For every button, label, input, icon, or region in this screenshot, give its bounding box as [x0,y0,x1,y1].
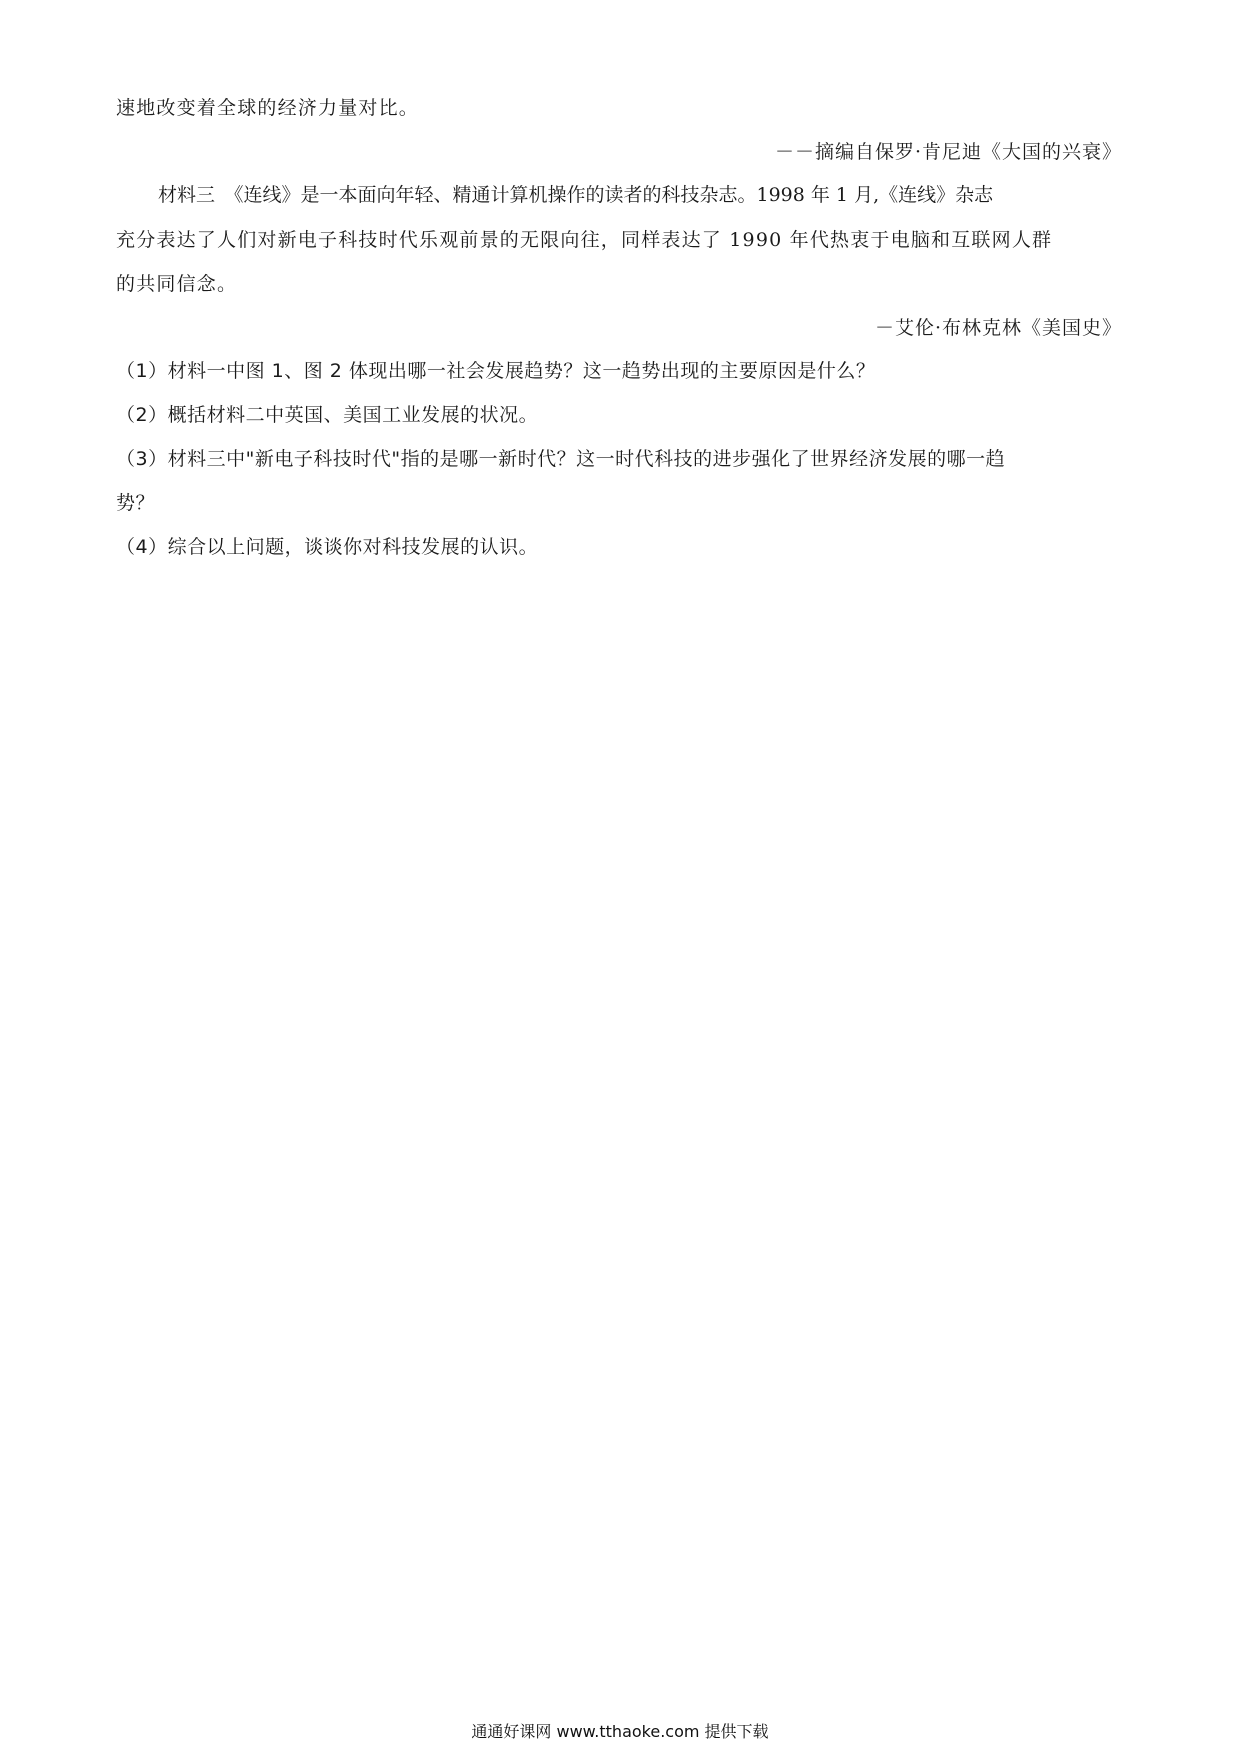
material-3-line-1: 材料三 《连线》是一本面向年轻、精通计算机操作的读者的科技杂志。1998 年 1 月,《连线》杂志 [158,184,994,206]
material-2-source: －－摘编自保罗·肯尼迪《大国的兴衰》 [774,141,1122,163]
question-2: （2）概括材料二中英国、美国工业发展的状况。 [116,404,539,426]
material-3-line-2: 充分表达了人们对新电子科技时代乐观前景的无限向往，同样表达了 1990 年代热衷于电脑和互联网人群 [116,229,1053,251]
material-3-line-3: 的共同信念。 [116,273,238,295]
question-1: （1）材料一中图 1、图 2 体现出哪一社会发展趋势？这一趋势出现的主要原因是什么？ [116,360,876,382]
material-2-continuation-line: 速地改变着全球的经济力量对比。 [116,97,420,119]
footer-download-note: 通通好课网 www.tthaoke.com 提供下载 [471,1722,769,1741]
material-3-source: －艾伦·布林克林《美国史》 [874,317,1122,339]
question-3: （3）材料三中"新电子科技时代"指的是哪一新时代？这一时代科技的进步强化了世界经济发展的哪一趋 [116,448,1006,470]
question-4: （4）综合以上问题，谈谈你对科技发展的认识。 [116,536,539,558]
question-3-continuation: 势？ [116,492,156,514]
